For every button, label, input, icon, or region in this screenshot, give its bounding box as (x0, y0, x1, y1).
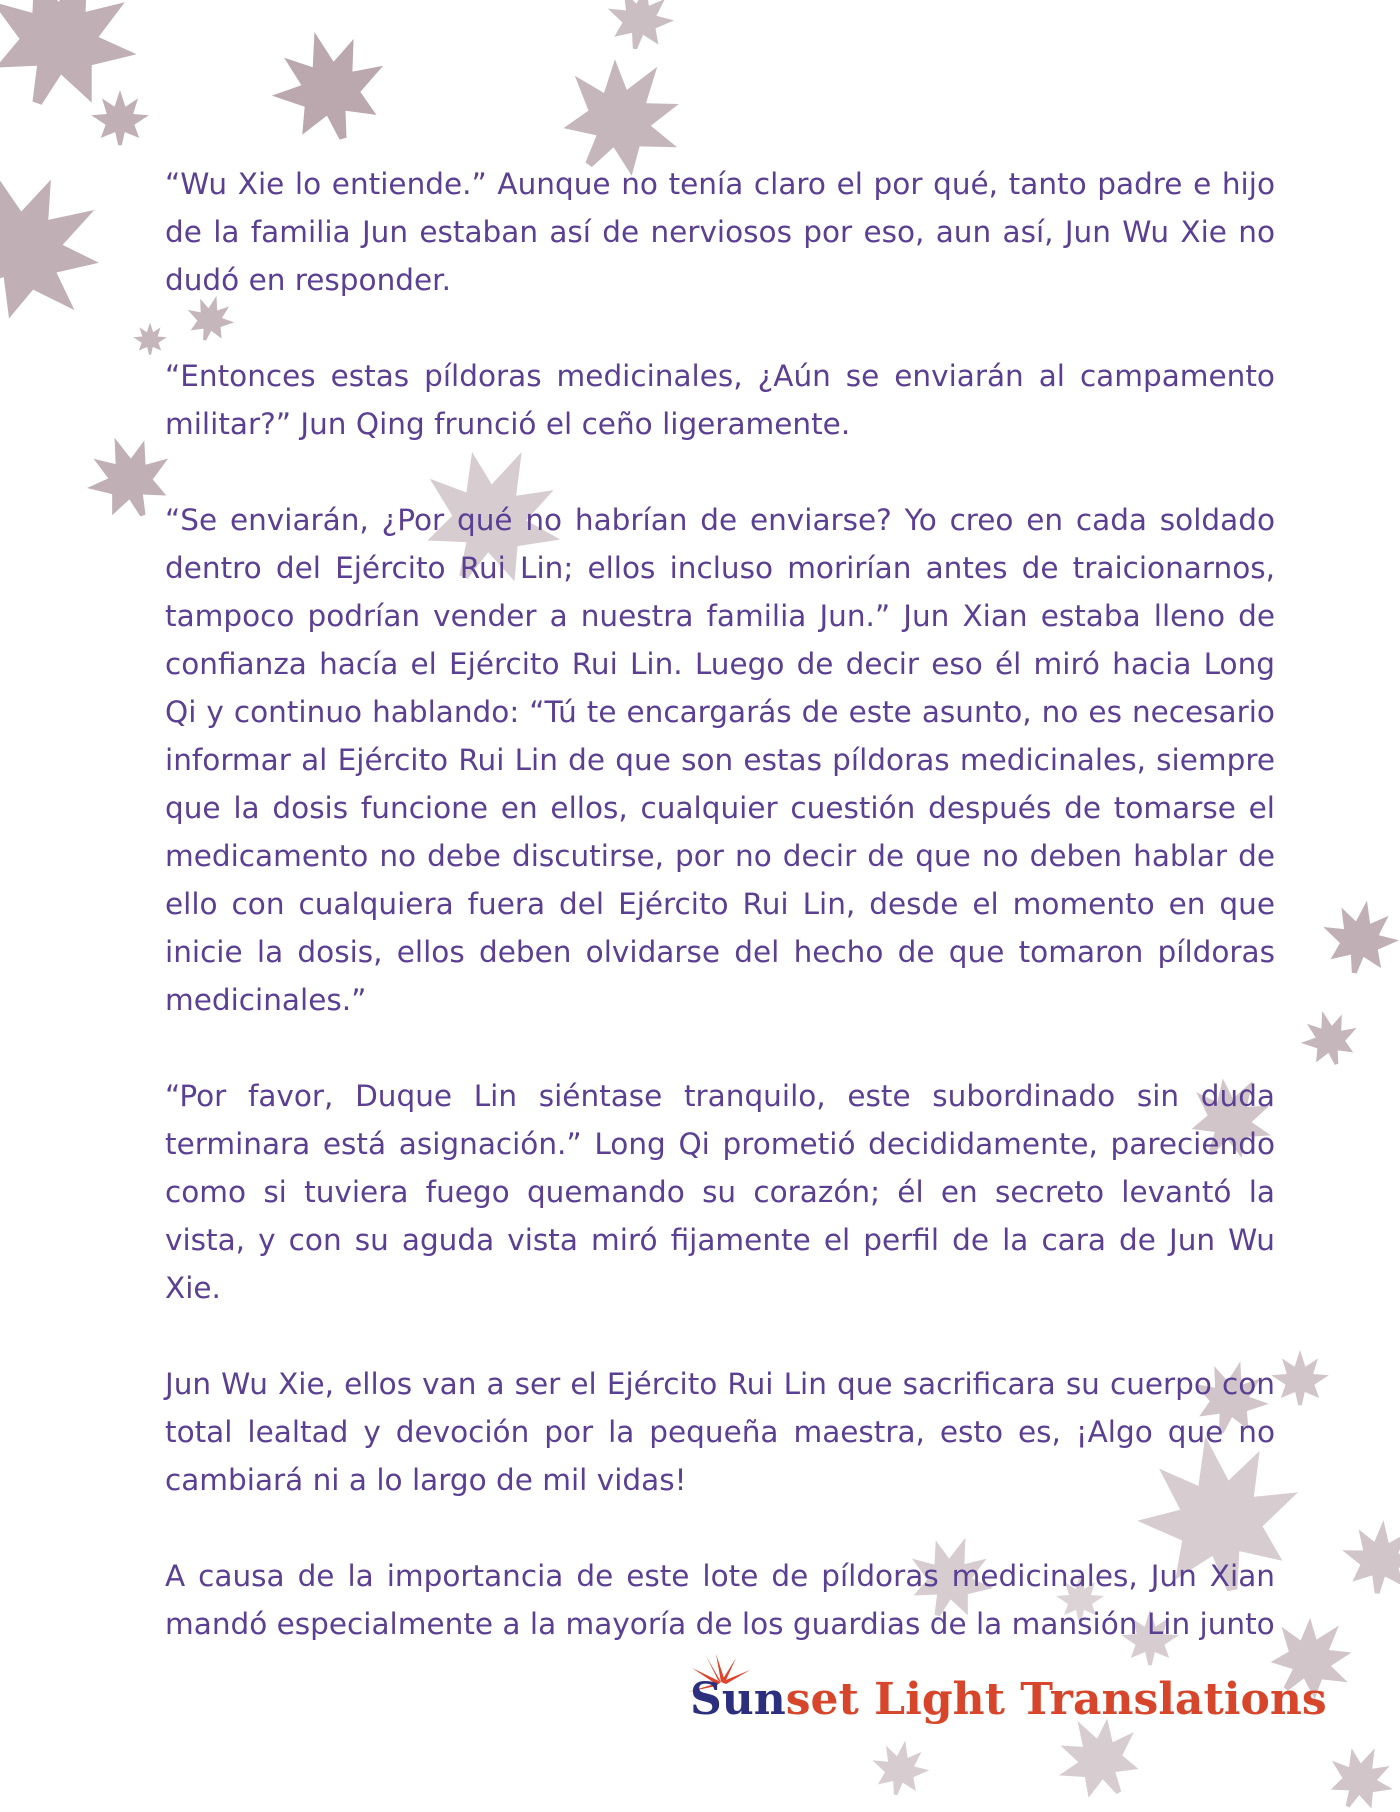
maple-leaf-icon (0, 0, 160, 129)
maple-leaf-icon (1339, 1517, 1400, 1597)
logo-text-sun: Sun (690, 1674, 786, 1725)
paragraph-1: “Wu Xie lo entiende.” Aunque no tenía claro el por qué, tanto padre e hijo de la familia Jun estaban así de nerviosos por eso, aun así, Jun Wu Xie no dudó en responder. (165, 167, 1275, 297)
paragraph-6: A causa de la importancia de este lote de píldoras medicinales, Jun Xian mandó especialmente a la mayoría de los guardias de la mansión Lin junto (165, 1559, 1275, 1641)
paragraph-3: “Se enviarán, ¿Por qué no habrían de enviarse? Yo creo en cada soldado dentro del Ejército Rui Lin; ellos incluso morirían antes de traicionarnos, tampoco podrían vender a nuestra familia Jun.” Jun Xian estaba lleno de confianza hacía el Ejército Rui Lin. Luego de decir eso él miró hacia Long Qi y continuo hablando: “Tú te encargarás de este asunto, no es necesario informar al Ejército Rui Lin de que son estas píldoras medicinales, siempre que la dosis funcione en ellos, cualquier cuestión después de tomarse el medicamento no debe discutirse, por no decir de que no deben hablar de ello con cualquiera fuera del Ejército Rui Lin, desde el momento en que inicie la dosis, ellos deben olvidarse del hecho de que tomaron píldoras medicinales.” (165, 503, 1275, 1017)
maple-leaf-icon (91, 90, 149, 145)
maple-leaf-icon (1316, 894, 1400, 980)
maple-leaf-icon (133, 323, 167, 355)
paragraph-5: Jun Wu Xie, ellos van a ser el Ejército Rui Lin que sacrificara su cuerpo con total lealtad y devoción por la pequeña maestra, esto es, ¡Algo que no cambiará ni a lo largo de mil vidas! (165, 1367, 1275, 1497)
maple-leaf-icon (1271, 1350, 1329, 1405)
document-body (165, 160, 1275, 1648)
maple-leaf-icon (259, 17, 399, 153)
paragraph-2: “Entonces estas píldoras medicinales, ¿Aún se enviarán al campamento militar?” Jun Qing frunció el ceño ligeramente. (165, 359, 1275, 441)
paragraph-4: “Por favor, Duque Lin siéntase tranquilo, este subordinado sin duda terminara está asignación.” Long Qi prometió decididamente, pareciendo como si tuviera fuego quemando su corazón; él en secreto levantó la vista, y con su aguda vista miró fijamente el perfil de la cara de Jun Wu Xie. (165, 1079, 1275, 1305)
logo-text-rest: set Light Translations (785, 1674, 1327, 1725)
maple-leaf-icon (602, 0, 679, 55)
maple-leaf-icon (1294, 1004, 1364, 1072)
maple-leaf-icon (1317, 1734, 1400, 1812)
maple-leaf-icon (0, 143, 133, 350)
maple-leaf-icon (867, 1735, 933, 1799)
sunset-light-translations-logo (690, 1672, 1327, 1728)
